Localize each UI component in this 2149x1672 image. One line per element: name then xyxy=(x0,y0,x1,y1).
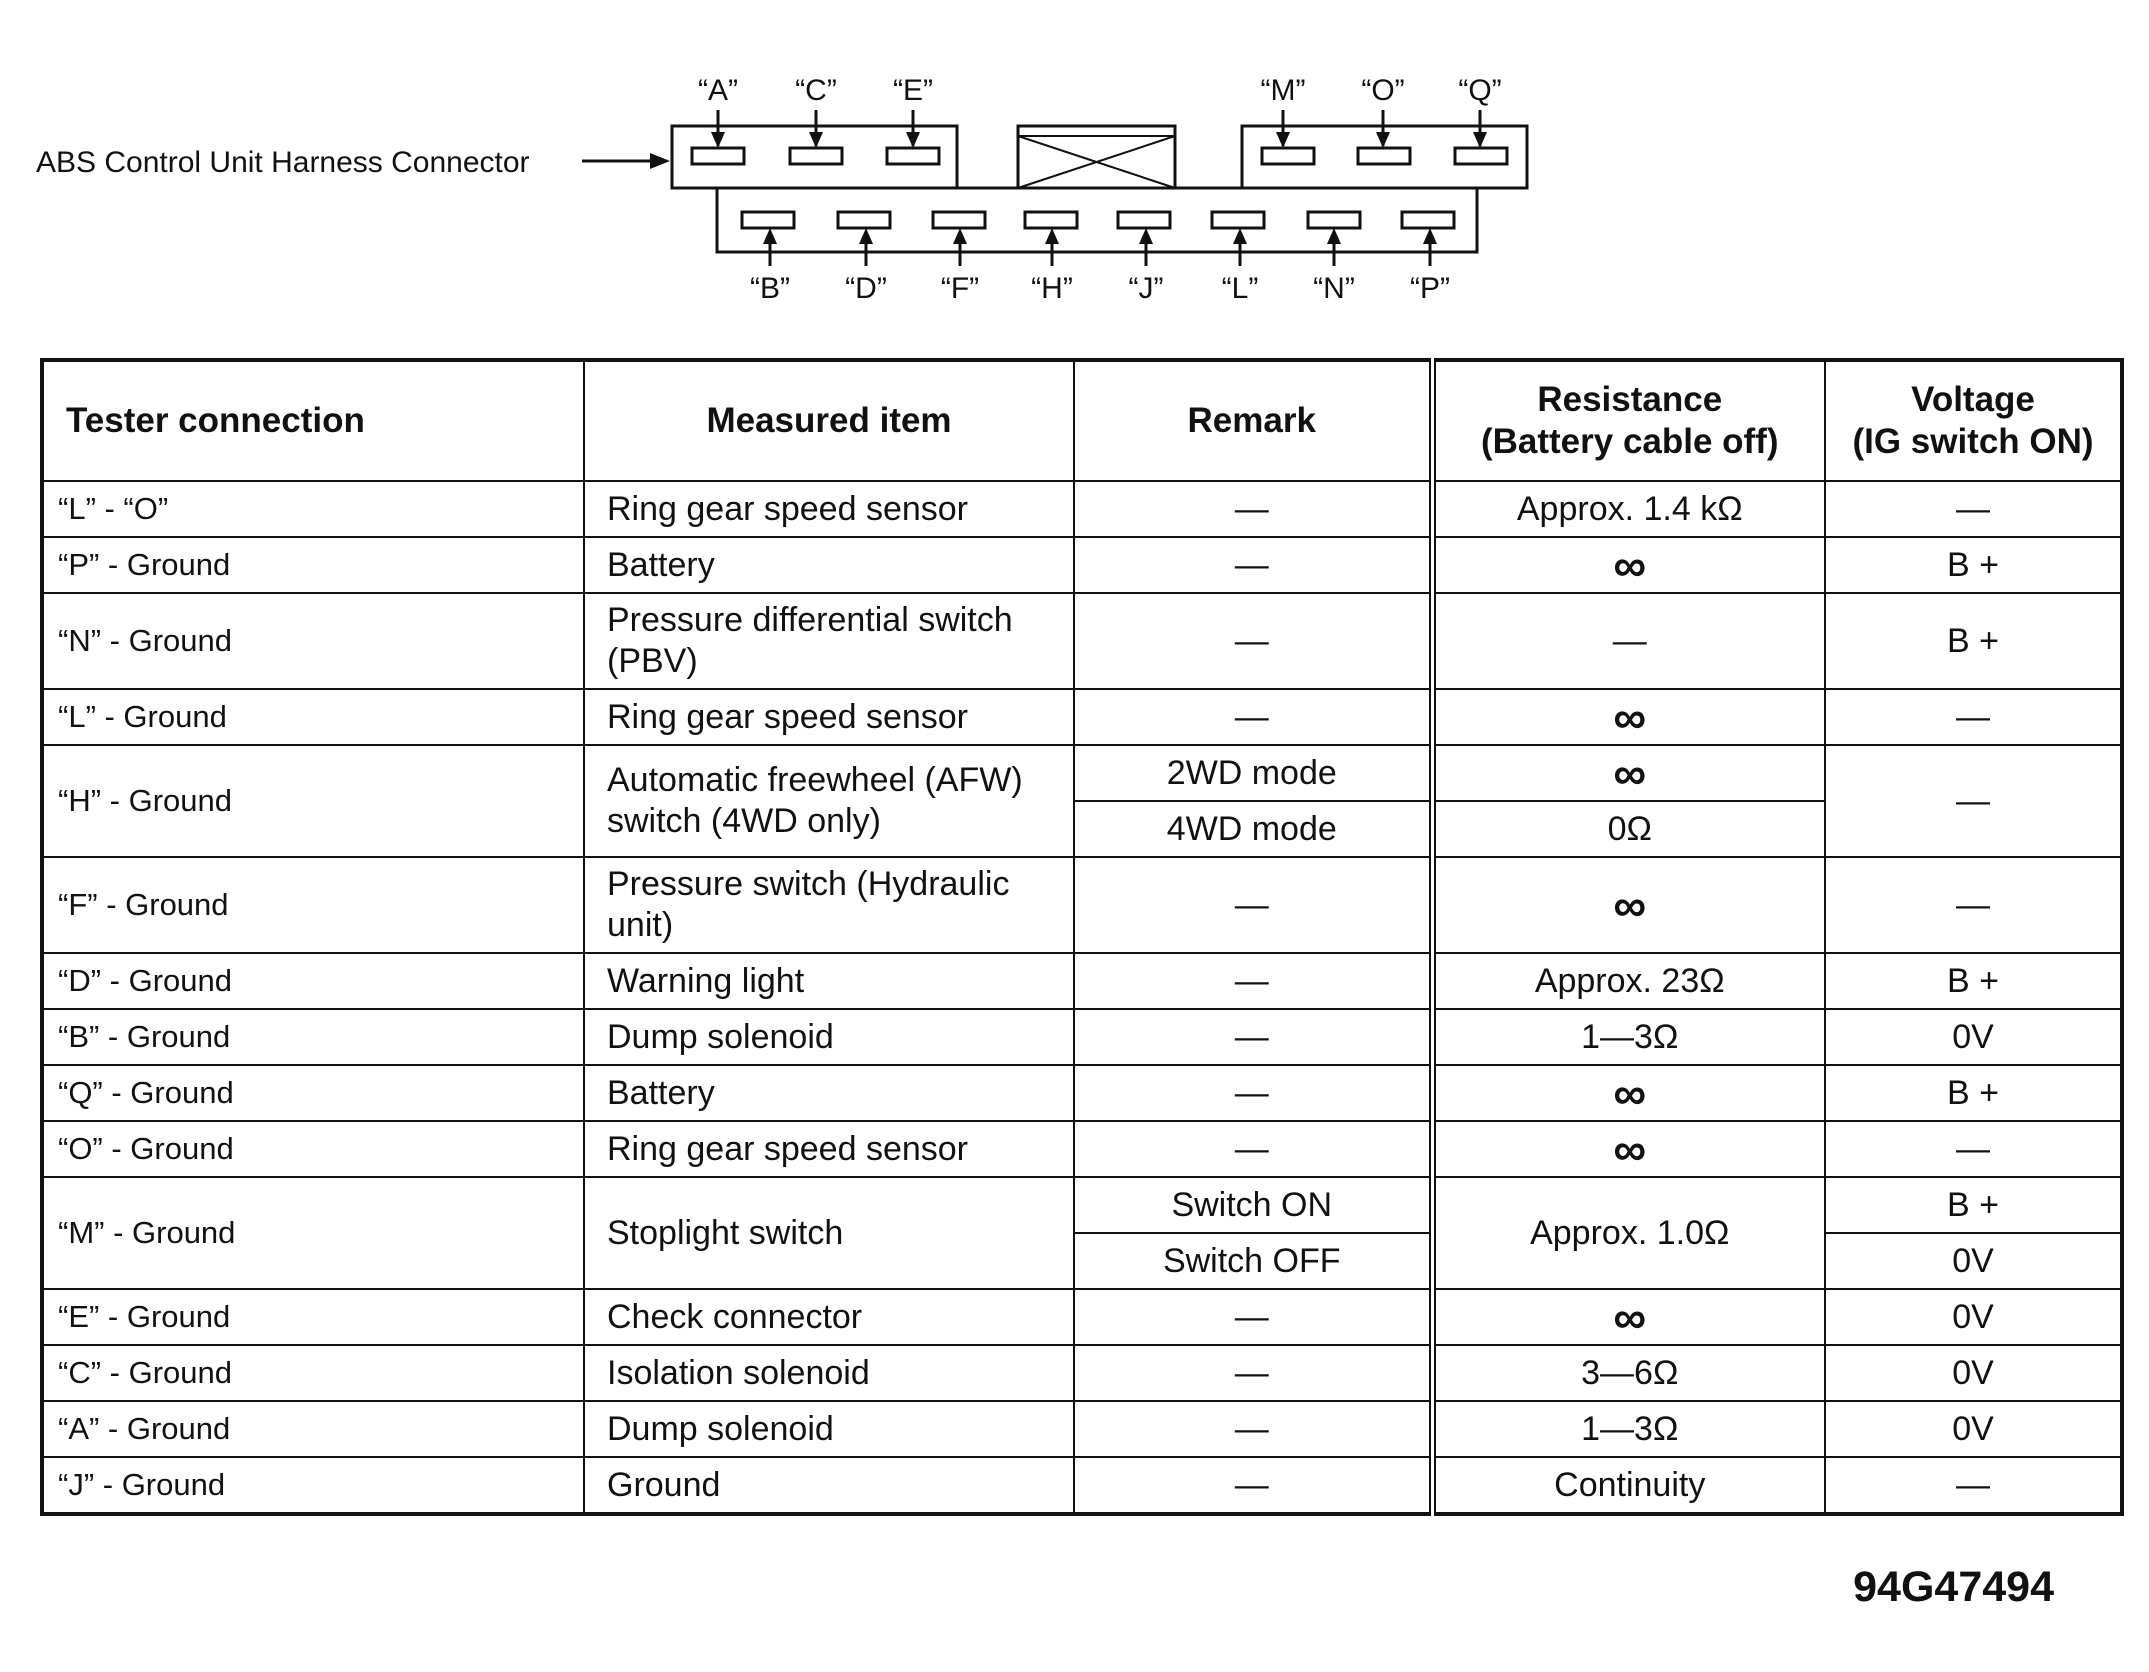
table-row xyxy=(42,481,2122,537)
cell-resistance: 1—3Ω xyxy=(1432,1009,1825,1065)
cell-tester: “J” - Ground xyxy=(42,1457,584,1514)
cell-remark: — xyxy=(1074,857,1432,953)
connector-diagram xyxy=(0,0,2149,320)
cell-remark: — xyxy=(1074,1009,1432,1065)
cell-remark: — xyxy=(1074,1457,1432,1514)
pin-label-j: “J” xyxy=(1128,272,1164,305)
cell-resistance: Approx. 23Ω xyxy=(1432,953,1825,1009)
bottom-pin-j xyxy=(1118,212,1170,305)
bottom-pin-h xyxy=(1025,212,1077,305)
cell-resistance: ∞ xyxy=(1432,1065,1825,1121)
cell-resistance: ∞ xyxy=(1432,857,1825,953)
header-measured-item: Measured item xyxy=(584,360,1074,481)
cell-remark-switch-off: Switch OFF xyxy=(1074,1233,1432,1289)
cell-resistance: Approx. 1.4 kΩ xyxy=(1432,481,1825,537)
inspection-table xyxy=(40,358,2124,1516)
header-remark: Remark xyxy=(1074,360,1432,481)
cell-resistance-4wd: 0Ω xyxy=(1432,801,1825,857)
pin-label-h: “H” xyxy=(1031,272,1073,305)
cell-resistance: ∞ xyxy=(1432,537,1825,593)
table-row xyxy=(42,1065,2122,1121)
table-row xyxy=(42,593,2122,689)
pin-label-n: “N” xyxy=(1313,272,1355,305)
pin-label-b: “B” xyxy=(750,272,790,305)
cell-resistance: — xyxy=(1432,593,1825,689)
connector-arrowhead xyxy=(650,153,670,169)
cell-remark-switch-on: Switch ON xyxy=(1074,1177,1432,1233)
header-voltage-line1: Voltage xyxy=(1911,380,2035,419)
table-row xyxy=(42,953,2122,1009)
cell-resistance-2wd: ∞ xyxy=(1432,745,1825,801)
table-row xyxy=(42,1289,2122,1345)
cell-resistance: ∞ xyxy=(1432,1121,1825,1177)
top-pin-m xyxy=(1261,74,1314,164)
cell-tester: “B” - Ground xyxy=(42,1009,584,1065)
pin-label-o: “O” xyxy=(1361,74,1405,107)
cell-resistance: ∞ xyxy=(1432,1289,1825,1345)
cell-remark: — xyxy=(1074,537,1432,593)
header-resistance xyxy=(1432,360,1825,481)
cell-item: Isolation solenoid xyxy=(584,1345,1074,1401)
cell-voltage-switch-on: B + xyxy=(1825,1177,2122,1233)
cell-item: Stoplight switch xyxy=(584,1177,1074,1289)
connector-label: ABS Control Unit Harness Connector xyxy=(36,146,530,179)
pin-label-f: “F” xyxy=(940,272,980,305)
cell-tester: “C” - Ground xyxy=(42,1345,584,1401)
cell-voltage: B + xyxy=(1825,593,2122,689)
cell-voltage: B + xyxy=(1825,537,2122,593)
table-header-row xyxy=(42,360,2122,481)
cell-resistance: Approx. 1.0Ω xyxy=(1432,1177,1825,1289)
table-row xyxy=(42,537,2122,593)
cell-voltage: B + xyxy=(1825,1065,2122,1121)
cell-item: Ring gear speed sensor xyxy=(584,689,1074,745)
cell-tester: “N” - Ground xyxy=(42,593,584,689)
table-row xyxy=(42,1401,2122,1457)
cell-item: Warning light xyxy=(584,953,1074,1009)
cell-voltage: 0V xyxy=(1825,1345,2122,1401)
bottom-pin-b xyxy=(742,212,794,305)
cell-item: Battery xyxy=(584,1065,1074,1121)
cell-tester: “E” - Ground xyxy=(42,1289,584,1345)
cell-voltage: 0V xyxy=(1825,1401,2122,1457)
connector-lower-block xyxy=(717,188,1477,252)
top-pin-a xyxy=(692,74,744,164)
table-row xyxy=(42,745,2122,801)
cell-remark-2wd: 2WD mode xyxy=(1074,745,1432,801)
cell-remark: — xyxy=(1074,953,1432,1009)
cell-remark: — xyxy=(1074,689,1432,745)
pin-label-p: “P” xyxy=(1410,272,1450,305)
cell-voltage: — xyxy=(1825,689,2122,745)
cell-item: Ring gear speed sensor xyxy=(584,481,1074,537)
cell-remark: — xyxy=(1074,593,1432,689)
header-voltage xyxy=(1825,360,2122,481)
cell-item: Ground xyxy=(584,1457,1074,1514)
table-row xyxy=(42,1121,2122,1177)
cell-voltage: — xyxy=(1825,1121,2122,1177)
pin-label-m: “M” xyxy=(1260,74,1306,107)
pin-label-l: “L” xyxy=(1221,272,1259,305)
cell-tester: “L” - “O” xyxy=(42,481,584,537)
pin-label-a: “A” xyxy=(698,74,738,107)
cell-item: Ring gear speed sensor xyxy=(584,1121,1074,1177)
cell-voltage: — xyxy=(1825,857,2122,953)
cell-resistance: 1—3Ω xyxy=(1432,1401,1825,1457)
cell-tester: “O” - Ground xyxy=(42,1121,584,1177)
table-row xyxy=(42,1457,2122,1514)
inspection-table-wrap xyxy=(40,358,2120,1516)
cell-tester: “D” - Ground xyxy=(42,953,584,1009)
table-row xyxy=(42,1177,2122,1233)
cell-remark: — xyxy=(1074,1401,1432,1457)
top-pin-q xyxy=(1455,74,1507,164)
cell-item: Dump solenoid xyxy=(584,1009,1074,1065)
figure-id: 94G47494 xyxy=(1853,1563,2054,1611)
cell-item: Automatic freewheel (AFW) switch (4WD only) xyxy=(584,745,1074,857)
table-row xyxy=(42,1345,2122,1401)
cell-remark-4wd: 4WD mode xyxy=(1074,801,1432,857)
cell-resistance: ∞ xyxy=(1432,689,1825,745)
cell-voltage: — xyxy=(1825,1457,2122,1514)
cell-tester: “Q” - Ground xyxy=(42,1065,584,1121)
bottom-pin-n xyxy=(1308,212,1360,305)
bottom-pin-d xyxy=(838,212,890,305)
cell-voltage-switch-off: 0V xyxy=(1825,1233,2122,1289)
cell-voltage: — xyxy=(1825,481,2122,537)
cell-tester: “M” - Ground xyxy=(42,1177,584,1289)
cell-item: Check connector xyxy=(584,1289,1074,1345)
pin-label-e: “E” xyxy=(893,74,933,107)
bottom-pin-l xyxy=(1212,212,1264,305)
cell-item: Dump solenoid xyxy=(584,1401,1074,1457)
cell-remark: — xyxy=(1074,1065,1432,1121)
top-pin-o xyxy=(1358,74,1410,164)
cell-resistance: Continuity xyxy=(1432,1457,1825,1514)
cell-item: Pressure switch (Hydraulic unit) xyxy=(584,857,1074,953)
header-voltage-line2: (IG switch ON) xyxy=(1852,422,2094,461)
cell-item: Pressure differential switch (PBV) xyxy=(584,593,1074,689)
cell-voltage: 0V xyxy=(1825,1009,2122,1065)
cell-tester: “L” - Ground xyxy=(42,689,584,745)
pin-label-q: “Q” xyxy=(1458,74,1502,107)
cell-remark: — xyxy=(1074,1289,1432,1345)
header-resistance-line1: Resistance xyxy=(1537,380,1723,419)
cell-remark: — xyxy=(1074,481,1432,537)
cell-voltage: 0V xyxy=(1825,1289,2122,1345)
cell-tester: “H” - Ground xyxy=(42,745,584,857)
table-row xyxy=(42,1009,2122,1065)
cell-tester: “A” - Ground xyxy=(42,1401,584,1457)
top-pin-e xyxy=(887,74,939,164)
top-pin-c xyxy=(790,74,842,164)
cell-remark: — xyxy=(1074,1345,1432,1401)
pin-label-c: “C” xyxy=(795,74,837,107)
cell-remark: — xyxy=(1074,1121,1432,1177)
cell-tester: “P” - Ground xyxy=(42,537,584,593)
cell-tester: “F” - Ground xyxy=(42,857,584,953)
header-tester-connection: Tester connection xyxy=(42,360,584,481)
header-resistance-line2: (Battery cable off) xyxy=(1480,422,1779,461)
cell-voltage: — xyxy=(1825,745,2122,857)
table-row xyxy=(42,689,2122,745)
cell-voltage: B + xyxy=(1825,953,2122,1009)
bottom-pin-f xyxy=(933,212,985,305)
pin-label-d: “D” xyxy=(845,272,887,305)
cell-resistance: 3—6Ω xyxy=(1432,1345,1825,1401)
cell-item: Battery xyxy=(584,537,1074,593)
table-row xyxy=(42,857,2122,953)
bottom-pin-p xyxy=(1402,212,1454,305)
